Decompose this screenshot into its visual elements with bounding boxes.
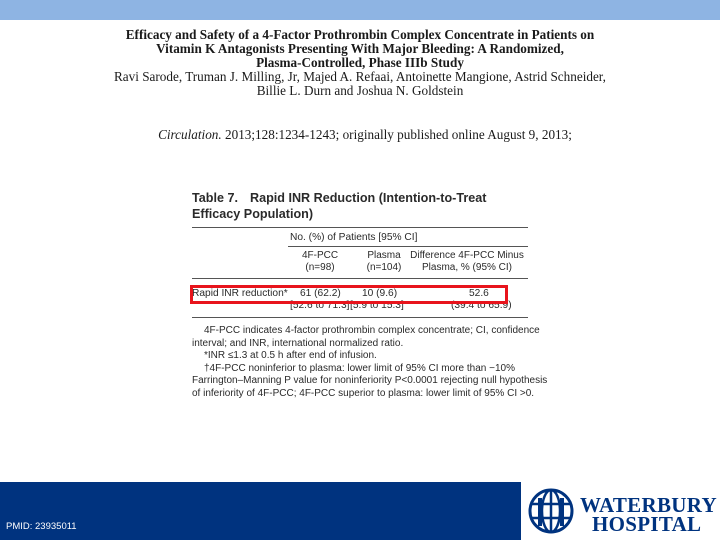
article-title-line-3: Plasma-Controlled, Phase IIIb Study	[256, 55, 464, 70]
logo-line-2: HOSPITAL	[592, 512, 702, 536]
cell-difference-ci: (39.4 to 65.9)	[451, 300, 512, 311]
logo-line-1: WATERBURY	[580, 493, 717, 517]
table-title-line-2: Efficacy Population)	[192, 207, 314, 221]
table-group-header: No. (%) of Patients [95% CI]	[290, 232, 418, 243]
globe-logo-icon	[528, 486, 574, 536]
cell-difference: 52.6	[469, 288, 489, 299]
footnote-line-3: *INR ≤1.3 at 0.5 h after end of infusion.	[204, 350, 377, 361]
footer-blue-panel	[0, 482, 521, 540]
row-label: Rapid INR reduction*	[192, 288, 288, 299]
authors-line-2: Billie L. Durn and Joshua N. Goldstein	[256, 83, 464, 98]
table-bottom-rule	[192, 317, 528, 318]
highlight-box	[190, 285, 508, 304]
cell-4f-pcc-ci: [52.6 to 71.3]	[290, 300, 350, 311]
column-header-4f-pcc-line-2: (n=98)	[305, 262, 335, 273]
table-top-rule	[192, 227, 528, 228]
article-title-line-1: Efficacy and Safety of a 4-Factor Prothrombin Complex Concentrate in Patients on	[125, 27, 595, 42]
waterbury-hospital-logo	[524, 482, 720, 540]
column-header-difference-line-2: Plasma, % (95% CI)	[421, 262, 513, 273]
article-header	[100, 28, 620, 98]
results-table	[192, 190, 548, 399]
footnote-line-4: †4F-PCC noninferior to plasma: lower limit of 95% CI more than −10%	[204, 362, 515, 374]
column-header-plasma-line-2: (n=104)	[366, 262, 402, 273]
column-header-difference	[406, 250, 528, 274]
table-title	[192, 190, 528, 222]
column-header-plasma-line-1: Plasma	[367, 250, 401, 261]
table-title-line-1: Rapid INR Reduction (Intention-to-Treat	[249, 191, 487, 205]
pmid-label: PMID: 23935011	[6, 521, 77, 532]
footnote-line-2: interval; and INR, international normalized ratio.	[192, 337, 404, 349]
column-header-difference-line-1: Difference 4F-PCC Minus	[410, 250, 524, 261]
authors-line-1: Ravi Sarode, Truman J. Milling, Jr, Majed A. Refaai, Antoinette Mangione, Astrid Schneider,	[114, 69, 606, 84]
table-number: Table 7.	[192, 191, 238, 205]
cell-4f-pcc: 61 (62.2)	[300, 288, 341, 299]
column-header-4f-pcc-line-1: 4F-PCC	[301, 250, 339, 261]
footnote-line-5: Farrington–Manning P value for noninferiority P<0.0001 rejecting null hypothesis	[192, 375, 548, 386]
group-header-rule	[288, 246, 528, 247]
logo-wordmark	[580, 493, 717, 536]
footnote-line-6: of inferiority of 4F-PCC; 4F-PCC superior to plasma: lower limit of 95% CI >0.	[192, 387, 535, 399]
table-footnotes	[192, 325, 548, 400]
column-header-4f-pcc	[288, 250, 352, 274]
article-title-line-2: Vitamin K Antagonists Presenting With Major Bleeding: A Randomized,	[156, 41, 564, 56]
cell-plasma: 10 (9.6)	[362, 288, 398, 299]
top-accent-bar	[0, 0, 720, 20]
citation-journal: Circulation.	[158, 127, 222, 142]
citation	[100, 127, 630, 143]
footer-bar	[0, 482, 720, 540]
footnote-line-1: 4F-PCC indicates 4-factor prothrombin complex concentrate; CI, confidence	[204, 325, 540, 336]
cell-plasma-ci: [5.9 to 15.3]	[350, 300, 404, 311]
table-header-rule	[192, 278, 528, 279]
citation-details: 2013;128:1234-1243; originally published online August 9, 2013;	[221, 127, 572, 142]
